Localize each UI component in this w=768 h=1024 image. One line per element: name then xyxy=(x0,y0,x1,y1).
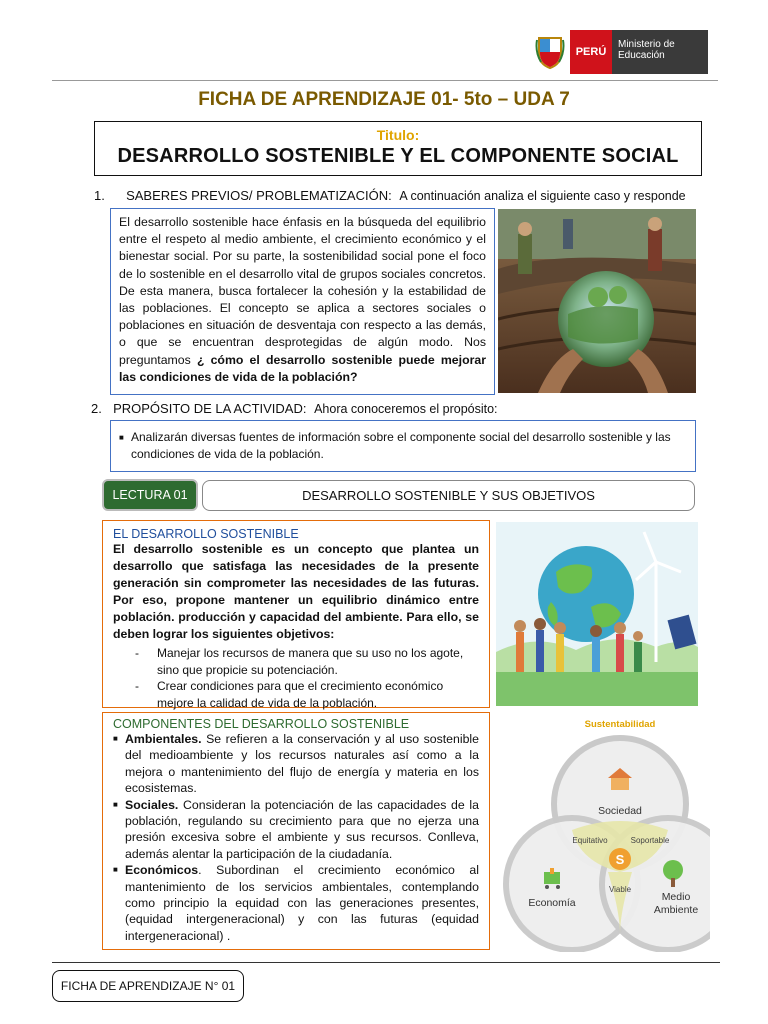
section1-text-box xyxy=(110,208,495,395)
venn-medio-label: Medio Ambiente xyxy=(653,891,699,916)
peru-coat-of-arms-icon xyxy=(530,30,570,74)
venn-center-label: S xyxy=(615,852,625,867)
page-title: FICHA DE APRENDIZAJE 01- 5to – UDA 7 xyxy=(198,89,570,110)
section2-number: 2. xyxy=(91,401,102,416)
venn-viable-label: Viable xyxy=(608,885,632,894)
sustainability-venn-diagram xyxy=(500,712,710,952)
lectura-tag: LECTURA 01 xyxy=(102,479,198,511)
section2-instruction: Ahora conoceremos el propósito: xyxy=(314,402,498,416)
sd-objectives-list xyxy=(133,645,479,711)
component-item-sociales: ■ Sociales. Consideran la potenciación de las capacidades de la población, regulando su crecimiento para que no ejerza una presión excesiva sobre el ambiente y sus recursos. Conlleva, además alentar la participación de la ciudadanía. xyxy=(113,797,479,863)
title-box xyxy=(94,121,702,176)
sd-heading: EL DESARROLLO SOSTENIBLE xyxy=(113,527,299,541)
components-list xyxy=(113,731,479,944)
venn-title: Sustentabilidad xyxy=(584,719,656,730)
title-main: DESARROLLO SOSTENIBLE Y EL COMPONENTE SOCIAL xyxy=(117,145,679,167)
peru-label: PERÚ xyxy=(570,30,612,74)
venn-equitativo-label: Equitativo xyxy=(572,836,608,845)
section1-text: El desarrollo sostenible hace énfasis en la búsqueda del equilibrio entre el respeto al medio ambiente, el crecimiento económico y el bienestar social. Por su parte, la sostenibilidad social pone el foco de lo sostenible en el desarrollo vital de grupos sociales concretos. De esta manera, busca fortalecer la cohesión y la estabilidad de las poblaciones. El concepto se aplica a sectores sociales o poblaciones en situación de desventaja con respecto a las demás, o que se encuentran desprotegidas de algún modo. Nos preguntamos ¿ cómo el desarrollo sostenible puede mejorar las condiciones de vida de la población? xyxy=(119,215,486,384)
venn-sociedad-label: Sociedad xyxy=(598,805,642,817)
components-heading: COMPONENTES DEL DESARROLLO SOSTENIBLE xyxy=(113,717,410,731)
section1-heading-row xyxy=(94,188,686,203)
people-globe-image xyxy=(496,522,698,706)
venn-soportable-label: Soportable xyxy=(630,836,670,845)
section1-number: 1. xyxy=(94,188,105,203)
farming-globe-image xyxy=(498,209,696,393)
footer-label: FICHA DE APRENDIZAJE N° 01 xyxy=(52,970,244,1002)
header-divider xyxy=(52,80,718,81)
minedu-logo xyxy=(530,30,708,74)
venn-economia-label: Economía xyxy=(528,897,576,909)
section2-bullet: ■ Analizarán diversas fuentes de información sobre el componente social del desarrollo sostenible y las condiciones de vida de la población. xyxy=(119,429,687,463)
section2-heading: PROPÓSITO DE LA ACTIVIDAD: xyxy=(113,401,307,416)
component-item-economicos: ■ Económicos. Subordinan el crecimiento económico al mantenimiento de los servicios ambientales, contemplando como principio la equidad con las generaciones presentes, (equidad intergeneracional) y con las futuras (equidad intergeneracional) . xyxy=(113,862,479,944)
components-box xyxy=(102,712,490,950)
sustainable-development-box xyxy=(102,520,490,708)
component-item-ambientales: ■ Ambientales. Se refieren a la conservación y al uso sostenible del medioambiente y los recursos naturales así como a la mejora o mantenimiento del flujo de energía y materia en los ecosistemas. xyxy=(113,731,479,797)
section1-question: ¿ cómo el desarrollo sostenible puede mejorar las condiciones de vida de la población? xyxy=(119,352,486,384)
section1-instruction: A continuación analiza el siguiente caso y responde xyxy=(399,189,686,203)
section1-heading: SABERES PREVIOS/ PROBLEMATIZACIÓN: xyxy=(126,188,392,203)
sd-objective-item: - Crear condiciones para que el crecimiento económico mejore la calidad de vida de la población. xyxy=(133,678,479,711)
ministry-label: Ministerio de Educación xyxy=(612,30,708,74)
sd-objective-item: - Manejar los recursos de manera que su uso no los agote, sino que propicie su potenciación. xyxy=(133,645,479,678)
lectura-title: DESARROLLO SOSTENIBLE Y SUS OBJETIVOS xyxy=(202,480,695,511)
title-label: Titulo: xyxy=(376,127,420,143)
section2-box xyxy=(110,420,696,472)
footer-divider xyxy=(52,962,720,963)
sd-text: El desarrollo sostenible es un concepto que plantea un desarrollo que satisfaga las necesidades de la presente generación sin comprometer las necesidades de las futuras. Por eso, propone mantener un equilibrio dinámico entre población. producción y capacidad del ambiente. Para ello, se deben lograr los siguientes objetivos: xyxy=(113,542,479,641)
section2-heading-row xyxy=(91,401,498,416)
section2-list xyxy=(119,429,687,463)
